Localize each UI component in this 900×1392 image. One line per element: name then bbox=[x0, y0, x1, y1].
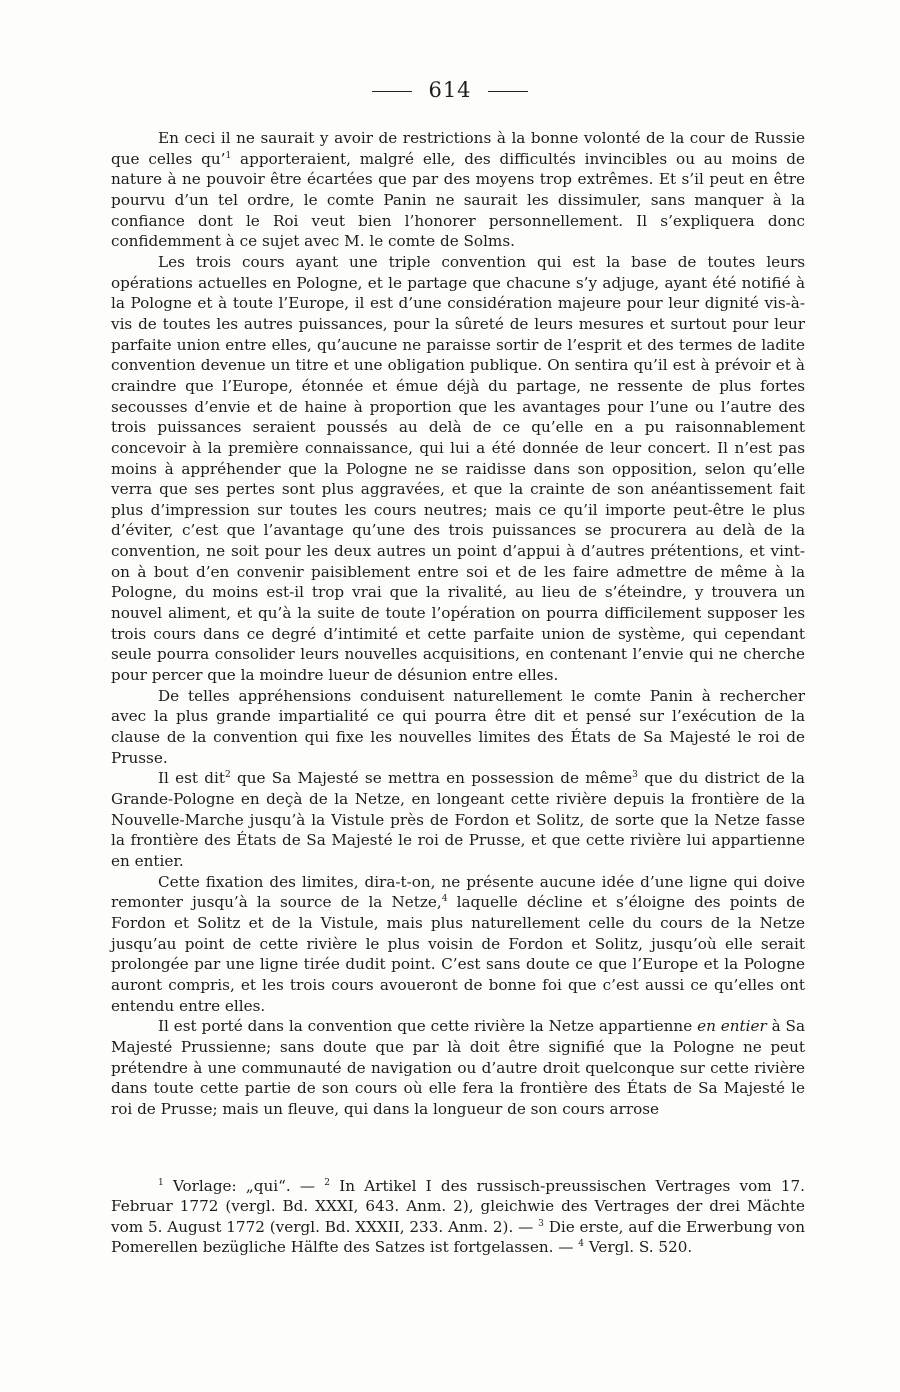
footnote-1: Vorlage: „qui“. — bbox=[163, 1177, 325, 1195]
footnote-marker-2: 2 bbox=[324, 1177, 331, 1188]
main-text bbox=[111, 128, 805, 1120]
footnote-marker-3: 3 bbox=[538, 1218, 544, 1229]
paragraph-3: De telles appréhensions conduisent naturellement le comte Panin à rechercher avec la plus grande impartialité ce qui pourra être dit et pensé sur l’exécution de la clause de la convention qui fixe les nouvelles limites des États de Sa Majesté le roi de Prusse. bbox=[111, 686, 805, 767]
text-run: à Sa Majesté Prussienne; sans doute que par là doit être signifié que la Pologne ne peut prétendre à une communauté de navigation ou d’autre droit quelconque sur cette rivière dans toute cette partie de son cours où elle fera la frontière des États de Sa Majesté le roi de Prusse; mais un fleuve, qui dans la longueur de son cours arrose bbox=[111, 1017, 806, 1118]
text-run: En ceci il ne saurait y avoir de restrictions à la bonne volonté de la cour de Russie que celles qu’ bbox=[111, 129, 805, 168]
text-run: que Sa Majesté se mettra en possession de même bbox=[230, 769, 633, 788]
paragraph-2: Les trois cours ayant une triple convention qui est la base de toutes leurs opérations actuelles en Pologne, et le partage que chacune s’y adjuge, ayant été notifié à la Pologne et à toute l’Europe, il est d’une considération majeure pour leur dignité vis-à-vis de toutes les autres puissances, pour la sûreté de leurs mesures et surtout pour leur parfaite union entre elles, qu’aucune ne paraisse sortir de l’esprit et des termes de ladite convention devenue un titre et une obligation publique. On sentira qu’il est à prévoir et à craindre que l’Europe, étonnée et émue déjà du partage, ne ressente de plus fortes secousses d’envie et de haine à proportion que les avantages pour l’une ou l’autre des trois puissances seraient poussés au delà de ce qu’elle en a pu raisonnablement concevoir à la première connaissance, qui lui a été donnée de leur concert. Il n’est pas moins à appréhender que la Pologne ne se raidisse dans son opposition, selon qu’elle verra que ses pertes sont plus aggravées, et que la crainte de son anéantissement fait plus d’impression sur toutes les cours neutres; mais ce qu’il importe peut-être le plus d’éviter, c’est que l’avantage qu’une des trois puissances se procurera au delà de la convention, ne soit pour les deux autres un point d’appui à d’autres prétentions, et vint-on à bout d’en convenir paisiblement entre soi et de les faire admettre de même à la Pologne, du moins est-il trop vrai que la rivalité, au lieu de s’éteindre, y trouvera un nouvel aliment, et qu’à la suite de toute l’opération on pourra difficilement supposer les trois cours dans ce degré d’intimité et cette parfaite union de système, qui cependant seule pourra consolider leurs nouvelles acquisitions, en contenant l’envie qui ne cherche pour percer que la moindre lueur de désunion entre elles. bbox=[111, 252, 805, 685]
text-run: laquelle décline et s’éloigne des points de Fordon et Solitz et de la Vistule, mais plus naturellement celle du cours de la Netze jusqu’au point de cette rivière le plus voisin de Fordon et Solitz, jusqu’où elle serait prolongée par une ligne tirée dudit point. C’est sans doute ce que l’Europe et la Pologne auront compris, et les trois cours avoueront de bonne foi que c’est aussi ce qu’elles ont entendu entre elles. bbox=[111, 893, 805, 1015]
page-number: 614 bbox=[428, 78, 472, 102]
text-run: que du district de la Grande-Pologne en deçà de la Netze, en longeant cette rivière depuis la frontière de la Nouvelle-Marche jusqu’à la Vistule près de Fordon et Solitz, de sorte que la Netze fasse la frontière des États de Sa Majesté le roi de Prusse, et que cette rivière lui appartienne en entier. bbox=[111, 769, 805, 870]
footnote-2: In Artikel I des russisch-preussischen Vertrages vom 17. Februar 1772 (vergl. Bd. XXXI, 643. Anm. 2), gleichwie des Vertrages der drei Mächte vom 5. August 1772 (vergl. Bd. XXXII, 233. Anm. 2). — bbox=[111, 1177, 805, 1236]
footnote-4: Vergl. S. 520. bbox=[584, 1237, 693, 1256]
text-run: Cette fixation des limites, dira-t-on, ne présente aucune idée d’une ligne qui doive remonter jusqu’à la source de la Netze, bbox=[111, 872, 805, 912]
text-run: Il est porté dans la convention que cette rivière la Netze appartienne bbox=[158, 1017, 698, 1036]
paragraph-6 bbox=[111, 1016, 805, 1119]
footnotes bbox=[111, 1176, 805, 1257]
footnote-ref-1: 1 bbox=[225, 150, 232, 161]
text-run: apporteraient, malgré elle, des difficultés invincibles ou au moins de nature à ne pouvoir être écartées que par des moyens trop extrêmes. Et s’il peut en être pourvu d’un tel ordre, le comte Panin ne saurait les dissimuler, sans manquer à la confiance dont le Roi veut bien l’honorer personnellement. Il s’expliquera donc confidemment à ce sujet avec M. le comte de Solms. bbox=[111, 149, 805, 251]
footnote-ref-2: 2 bbox=[224, 770, 231, 781]
paragraph-5 bbox=[111, 872, 805, 1017]
paragraph-1 bbox=[111, 128, 805, 252]
footnote-ref-3: 3 bbox=[632, 770, 638, 781]
page-header bbox=[0, 78, 900, 102]
paragraph-4 bbox=[111, 768, 805, 871]
footnote-ref-4: 4 bbox=[441, 894, 448, 905]
text-run: Il est dit bbox=[158, 769, 225, 788]
header-rule-left bbox=[372, 91, 412, 92]
emphasis: en entier bbox=[697, 1017, 767, 1036]
footnote-3: Die erste, auf die Erwerbung von Pomerellen bezügliche Hälfte des Satzes ist fortgelassen. — bbox=[111, 1217, 805, 1256]
header-rule-right bbox=[488, 91, 528, 92]
footnote-marker-1: 1 bbox=[158, 1177, 164, 1188]
footnote-marker-4: 4 bbox=[578, 1238, 585, 1249]
